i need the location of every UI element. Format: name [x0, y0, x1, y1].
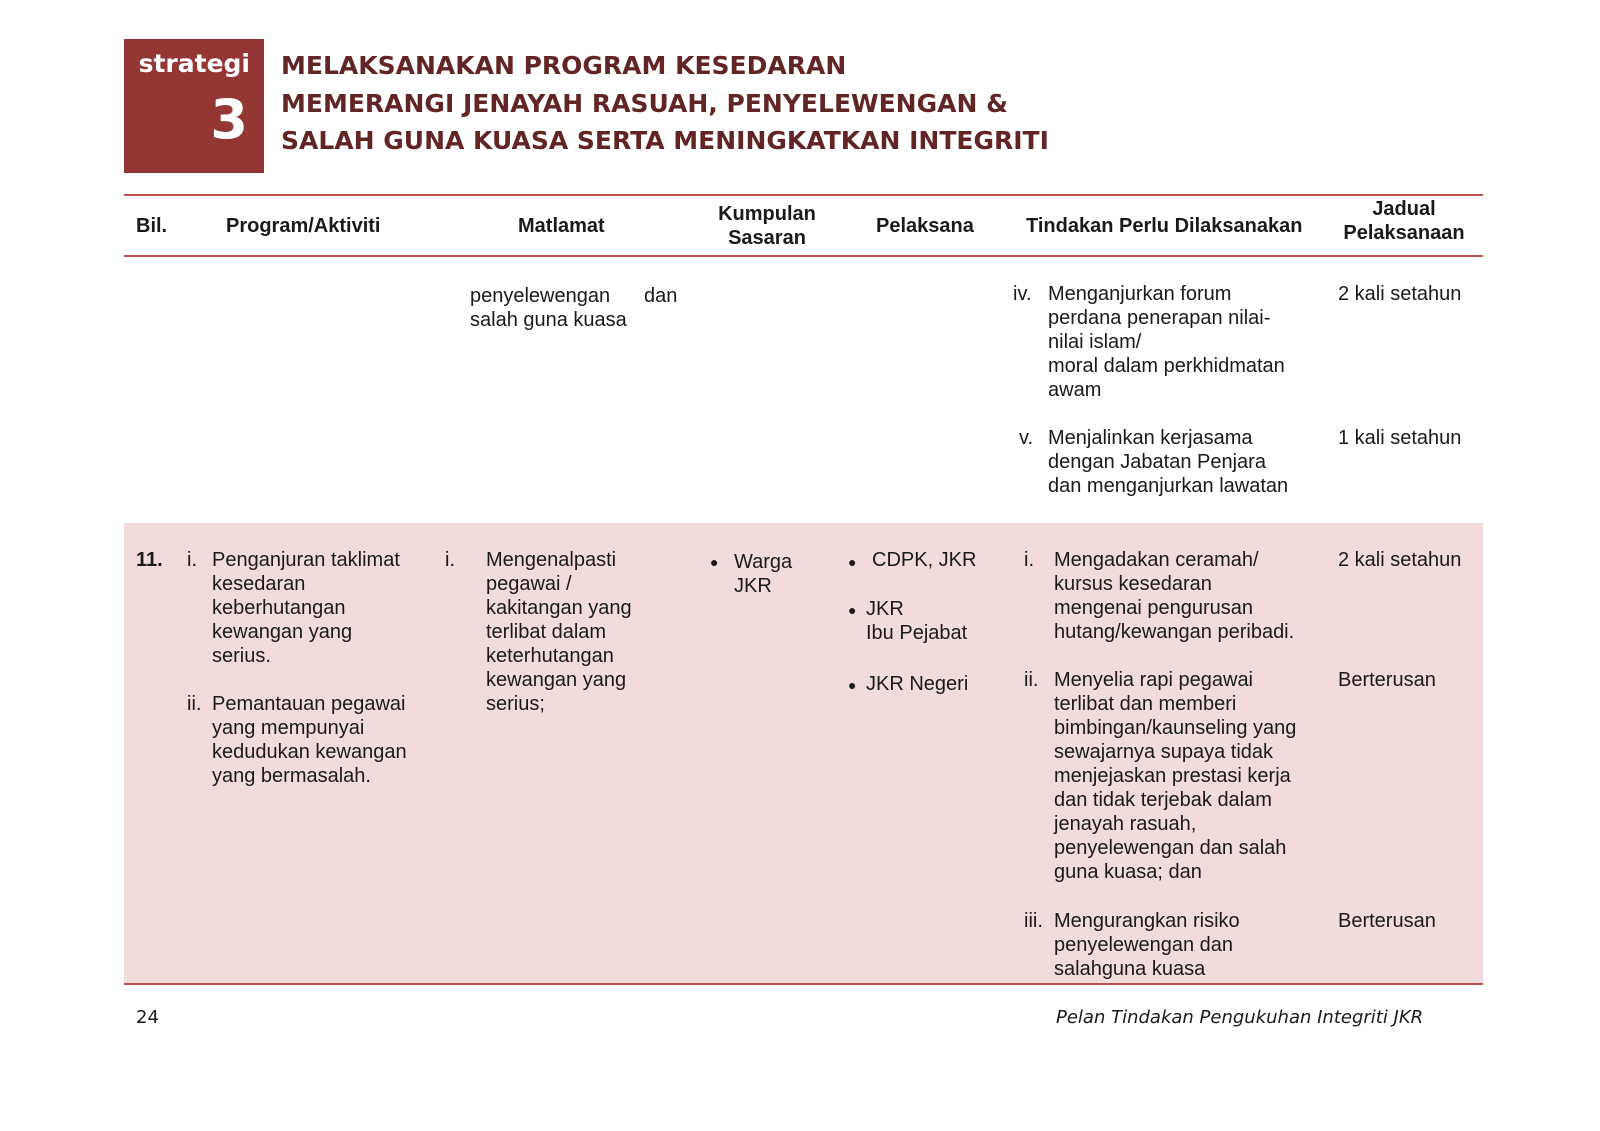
matlamat-line: terlibat dalam [486, 621, 607, 643]
cont-action-iv [1048, 282, 1285, 402]
cont-matlamat-line-2: salah guna kuasa [470, 309, 627, 331]
pelaksana-item-2 [866, 597, 967, 645]
kumpulan-sasaran [734, 550, 792, 598]
action-i-line: kursus kesedaran [1054, 573, 1212, 595]
pelaksana-line: Ibu Pejabat [866, 622, 968, 644]
title-line-1: MELAKSANAKAN PROGRAM KESEDARAN [281, 51, 847, 80]
matlamat-i [486, 548, 632, 716]
strategy-badge [124, 39, 264, 173]
matlamat-line: kakitangan yang [486, 597, 632, 619]
cont-action-iv-line: awam [1048, 379, 1102, 401]
cont-action-iv-line: moral dalam perkhidmatan [1048, 355, 1285, 377]
cont-action-v-line: dan menganjurkan lawatan [1048, 475, 1289, 497]
cont-schedule-iv: 2 kali setahun [1338, 283, 1462, 305]
program-i-line: Penganjuran taklimat [212, 549, 400, 571]
table-top-rule [124, 194, 1483, 196]
action-iii-line: penyelewengan dan [1054, 934, 1234, 956]
bullet-icon: ● [848, 554, 857, 570]
cont-matlamat-word-1: penyelewengan [470, 285, 611, 307]
cont-action-v-line: dengan Jabatan Penjara [1048, 451, 1266, 473]
cont-action-v-line: Menjalinkan kerjasama [1048, 427, 1253, 449]
header-jadual-line-1: Jadual [1372, 198, 1436, 220]
program-ii-line: kedudukan kewangan [212, 741, 407, 763]
page-title [281, 47, 1049, 160]
strategy-number: 3 [210, 88, 248, 151]
program-ii-line: Pemantauan pegawai [212, 693, 406, 715]
strategy-label: strategi [138, 49, 250, 78]
action-i-line: Mengadakan ceramah/ [1054, 549, 1259, 571]
action-i-line: hutang/kewangan peribadi. [1054, 621, 1295, 643]
action-i [1054, 548, 1294, 644]
action-ii-line: bimbingan/kaunseling yang [1054, 717, 1297, 739]
cont-action-iv-line: Menganjurkan forum [1048, 283, 1232, 305]
footer-doc-title: Pelan Tindakan Pengukuhan Integriti JKR [1056, 1007, 1424, 1028]
action-iii-line: Mengurangkan risiko [1054, 910, 1240, 932]
header-pelaksana: Pelaksana [876, 215, 974, 237]
header-matlamat: Matlamat [518, 215, 605, 237]
title-line-3: SALAH GUNA KUASA SERTA MENINGKATKAN INTEGRITI [281, 126, 1049, 155]
header-tindakan: Tindakan Perlu Dilaksanakan [1026, 215, 1303, 237]
action-ii-line: sewajarnya supaya tidak [1054, 741, 1274, 763]
matlamat-line: Mengenalpasti [486, 549, 617, 571]
program-i [212, 548, 400, 668]
schedule-ii: Berterusan [1338, 669, 1436, 691]
matlamat-line: kewangan yang [486, 669, 627, 691]
header-bil: Bil. [136, 215, 168, 237]
program-ii-line: yang bermasalah. [212, 765, 371, 787]
cont-action-iv-num: iv. [1013, 283, 1032, 305]
action-ii-num: ii. [1024, 669, 1039, 691]
action-ii-line: guna kuasa; dan [1054, 861, 1202, 883]
program-i-num: i. [187, 549, 197, 571]
action-ii-line: dan tidak terjebak dalam [1054, 789, 1272, 811]
cont-action-v-num: v. [1019, 427, 1034, 449]
action-ii-line: jenayah rasuah, [1054, 813, 1197, 835]
matlamat-line: keterhutangan [486, 645, 614, 667]
cont-action-iv-line: nilai islam/ [1048, 331, 1142, 353]
pelaksana-item-1: CDPK, JKR [872, 549, 977, 571]
page-number: 24 [136, 1007, 159, 1028]
cont-matlamat-word-2: dan [644, 285, 678, 307]
cont-schedule-v: 1 kali setahun [1338, 427, 1462, 449]
bullet-icon: ● [710, 554, 719, 570]
kumpulan-line: JKR [734, 575, 772, 597]
action-ii-line: terlibat dan memberi [1054, 693, 1237, 715]
title-line-2: MEMERANGI JENAYAH RASUAH, PENYELEWENGAN & [281, 88, 1008, 118]
action-ii-line: penyelewengan dan salah [1054, 837, 1287, 859]
pelaksana-item-3: JKR Negeri [866, 673, 969, 695]
row-11-bil: 11. [136, 549, 163, 571]
pelaksana-line: JKR [866, 598, 904, 620]
bullet-icon: ● [848, 677, 857, 693]
table-header-rule [124, 255, 1483, 257]
header-jadual [1334, 197, 1474, 245]
action-ii [1054, 668, 1296, 884]
program-i-line: serius. [212, 645, 271, 667]
matlamat-i-num: i. [445, 549, 455, 571]
header-jadual-line-2: Pelaksanaan [1343, 222, 1465, 244]
bullet-icon: ● [848, 602, 857, 618]
cont-action-iv-line: perdana penerapan nilai- [1048, 307, 1271, 329]
header-kumpulan-line-1: Kumpulan [718, 203, 816, 225]
program-i-line: kesedaran [212, 573, 306, 595]
program-ii-num: ii. [187, 693, 202, 715]
schedule-iii: Berterusan [1338, 910, 1436, 932]
table-bottom-rule [124, 983, 1483, 985]
action-i-num: i. [1024, 549, 1034, 571]
action-iii [1054, 909, 1240, 981]
action-i-line: mengenai pengurusan [1054, 597, 1254, 619]
matlamat-line: serius; [486, 693, 545, 715]
program-i-line: kewangan yang [212, 621, 353, 643]
header-kumpulan [704, 202, 830, 250]
schedule-i: 2 kali setahun [1338, 549, 1462, 571]
program-ii-line: yang mempunyai [212, 717, 365, 739]
program-ii [212, 692, 407, 788]
header-program: Program/Aktiviti [226, 215, 381, 237]
kumpulan-line: Warga [734, 551, 793, 573]
action-iii-num: iii. [1024, 910, 1043, 932]
header-kumpulan-line-2: Sasaran [728, 227, 806, 249]
action-ii-line: Menyelia rapi pegawai [1054, 669, 1254, 691]
cont-action-v [1048, 426, 1288, 498]
matlamat-line: pegawai / [486, 573, 572, 595]
action-iii-line: salahguna kuasa [1054, 958, 1206, 980]
action-ii-line: menjejaskan prestasi kerja [1054, 765, 1291, 787]
program-i-line: keberhutangan [212, 597, 346, 619]
